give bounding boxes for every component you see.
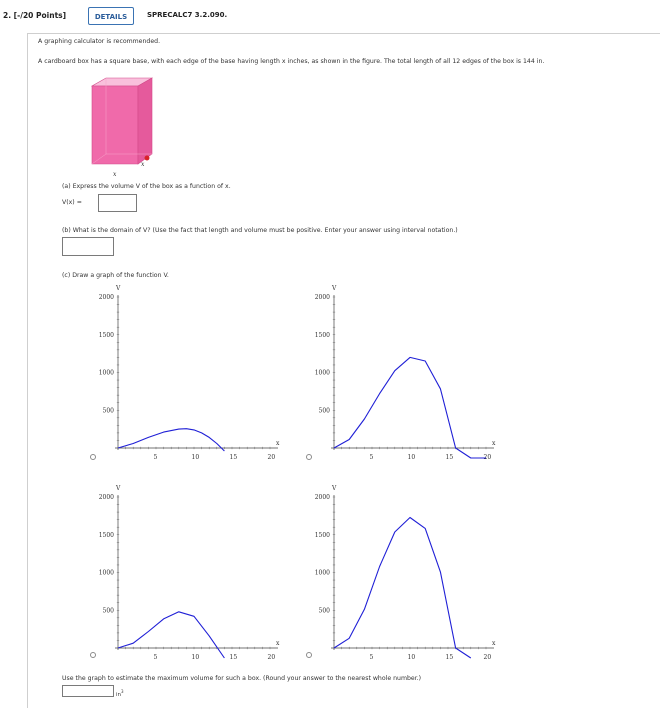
y-tick-label: 1500 [314,531,330,539]
y-tick-label: 1000 [98,369,114,377]
question-code: SPRECALC7 3.2.090. [147,11,228,19]
volume-curve [118,612,224,658]
y-tick-label: 1500 [314,331,330,339]
part-a-prompt: (a) Express the volume V of the box as a function of x. [62,183,231,190]
x-tick-label: 15 [445,654,454,661]
graph-option-4 [306,480,516,670]
box-figure [88,74,163,184]
y-axis-label: V [116,285,121,292]
x-tick-label: 15 [229,654,238,661]
unit-label: $in^3$ [116,689,124,698]
y-tick-label: 1500 [98,531,114,539]
y-tick-label: 1500 [98,331,114,339]
details-button[interactable]: DETAILS [88,7,134,25]
x-tick-label: 5 [153,654,158,661]
max-volume-input[interactable] [62,685,114,697]
y-tick-label: 500 [318,607,330,615]
x-tick-label: 5 [369,454,374,461]
question-number: 2. [-/20 Points] [3,11,67,20]
red-dot-icon [145,156,150,161]
recommend-text: A graphing calculator is recommended. [38,38,161,45]
domain-input[interactable] [62,237,114,256]
y-tick-label: 2000 [314,294,330,301]
y-tick-label: 500 [102,407,114,415]
question-header [0,0,660,34]
x-tick-label: 15 [229,454,238,461]
part-a-label: V(x) = [62,199,82,206]
y-tick-label: 2000 [314,494,330,501]
y-tick-label: 1000 [98,569,114,577]
x-axis-label: x [492,640,496,647]
x-tick-label: 10 [407,654,416,661]
problem-text: A cardboard box has a square base, with each edge of the base having length x inches, as shown in the figure. The total length of all 12 edges of the box is 144 in. [38,58,545,65]
x-tick-label: 20 [267,654,276,661]
label-x-side: x [141,161,145,168]
y-tick-label: 2000 [98,294,114,301]
graph-option-2 [306,280,516,470]
y-axis-label: V [332,485,337,492]
y-axis-label: V [116,485,121,492]
y-axis-label: V [332,285,337,292]
y-tick-label: 1000 [314,569,330,577]
x-tick-label: 10 [407,454,416,461]
x-axis-label: x [276,640,280,647]
y-tick-label: 1000 [314,369,330,377]
x-tick-label: 10 [191,654,200,661]
graph-option-1 [90,280,300,470]
x-axis-label: x [492,440,496,447]
x-tick-label: 15 [445,454,454,461]
graph-option-3 [90,480,300,670]
x-tick-label: 20 [267,454,276,461]
x-tick-label: 10 [191,454,200,461]
part-b-prompt: (b) What is the domain of V? (Use the fact that length and volume must be positive. Enter your answer using interval notation.) [62,227,458,234]
volume-function-input[interactable] [98,194,137,212]
x-tick-label: 20 [483,654,492,661]
volume-curve [334,518,471,659]
part-d-prompt: Use the graph to estimate the maximum volume for such a box. (Round your answer to the nearest whole number.) [62,675,422,682]
x-tick-label: 5 [369,654,374,661]
x-tick-label: 20 [483,454,492,461]
x-tick-label: 5 [153,454,158,461]
y-tick-label: 500 [102,607,114,615]
y-tick-label: 500 [318,407,330,415]
label-x-front: x [113,171,117,178]
x-axis-label: x [276,440,280,447]
y-tick-label: 2000 [98,494,114,501]
volume-curve [334,357,486,458]
part-c-prompt: (c) Draw a graph of the function V. [62,272,169,279]
